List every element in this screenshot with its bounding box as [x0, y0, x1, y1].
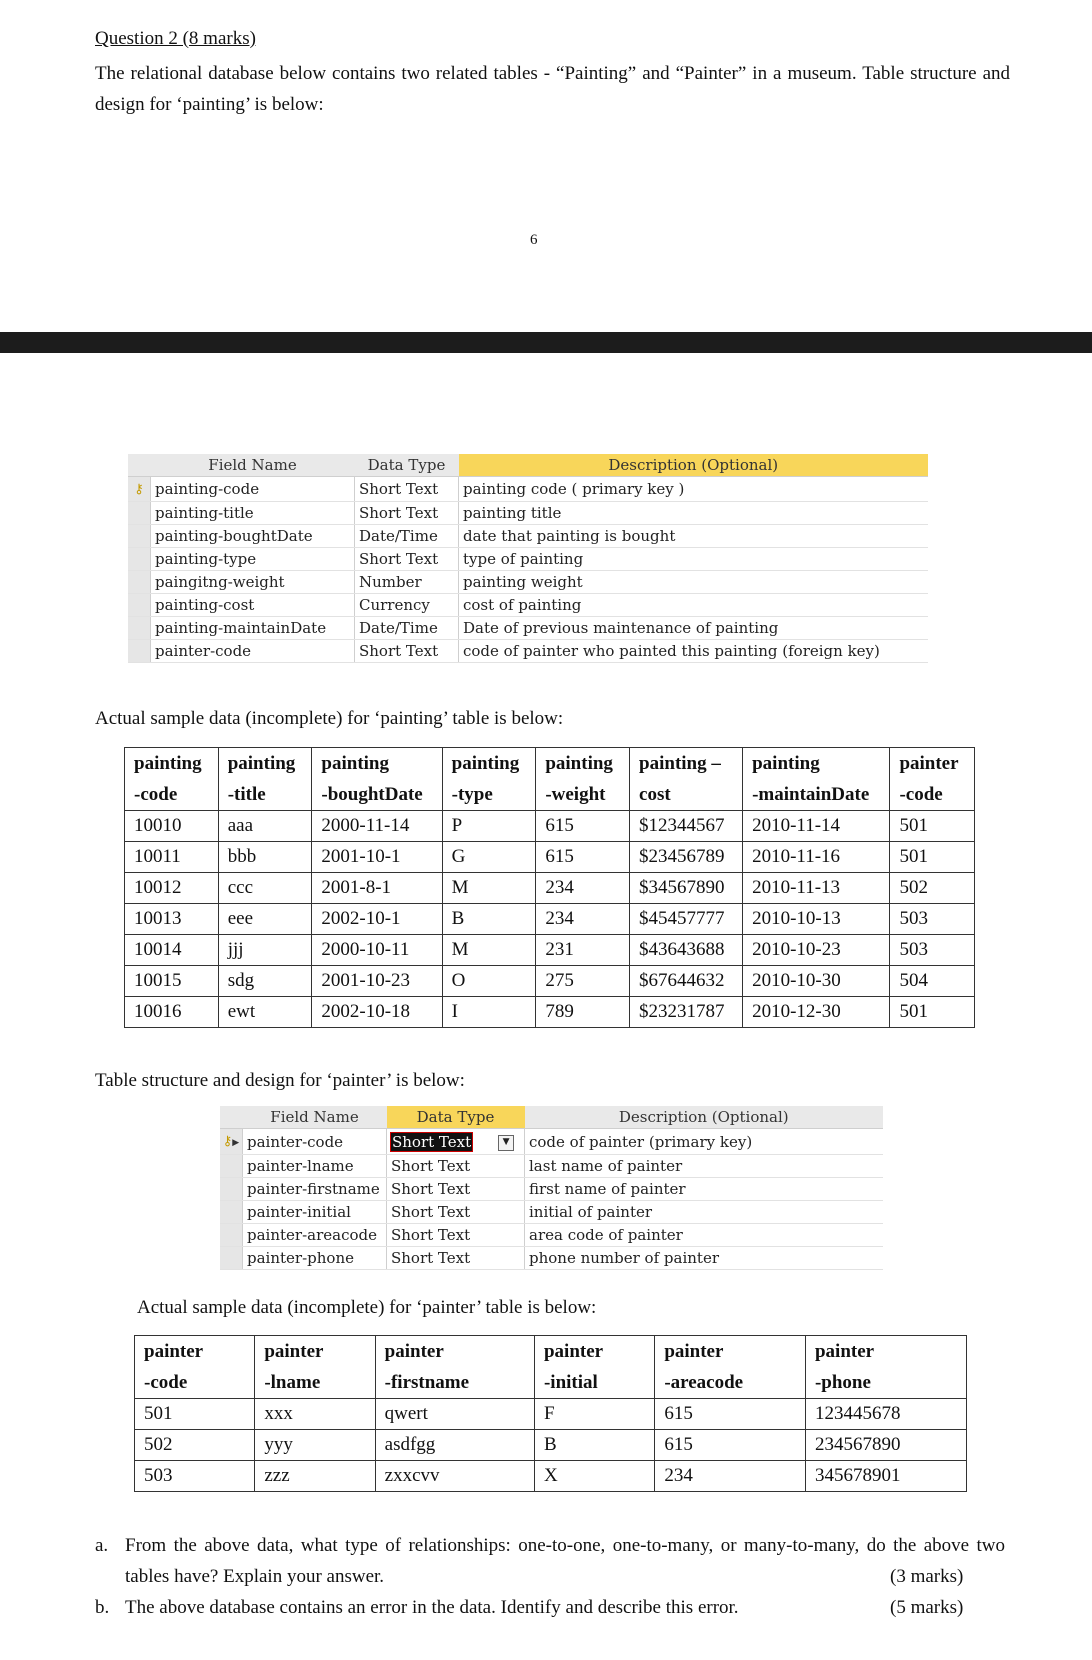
table-cell: 2010-10-23: [743, 935, 890, 966]
table-cell: 10012: [125, 873, 219, 904]
column-header-line-1: painting –: [639, 753, 721, 774]
column-header-line-2: -phone: [814, 1372, 871, 1393]
data-type-cell[interactable]: Short Text: [355, 502, 459, 525]
field-name-cell[interactable]: painter-lname: [243, 1155, 387, 1178]
table-cell: 2001-10-23: [312, 966, 442, 997]
painter-design-grid: [220, 1106, 883, 1270]
table-cell: 10014: [125, 935, 219, 966]
data-type-cell[interactable]: Currency: [355, 594, 459, 617]
field-name-cell[interactable]: painting-code: [151, 477, 355, 502]
description-cell[interactable]: type of painting: [459, 548, 929, 571]
table-cell: 615: [536, 842, 630, 873]
column-header-line-2: -areacode: [664, 1372, 744, 1393]
table-cell: 2010-10-30: [743, 966, 890, 997]
column-header-line-2: -lname: [264, 1372, 321, 1393]
field-name-cell[interactable]: painter-code: [151, 640, 355, 663]
table-row: [135, 1399, 967, 1430]
table-row: [135, 1430, 967, 1461]
design-row[interactable]: [128, 525, 928, 548]
column-header-data-type: Data Type: [355, 454, 459, 477]
question-a-marks: (3 marks): [890, 1566, 964, 1587]
current-row-arrow-icon: ▶: [232, 1138, 240, 1148]
design-row[interactable]: [128, 594, 928, 617]
design-row[interactable]: [220, 1155, 883, 1178]
description-cell[interactable]: initial of painter: [525, 1201, 884, 1224]
question-heading: Question 2 (8 marks): [95, 28, 256, 49]
data-type-cell[interactable]: Short Text: [387, 1178, 525, 1201]
data-type-cell[interactable]: Short Text: [355, 548, 459, 571]
table-cell: F: [534, 1399, 654, 1430]
question-intro: The relational database below contains two related tables - “Painting” and “Painter” in a museum. Table structure and design for ‘painting’ is below:: [95, 63, 1010, 115]
column-header-field-name: Field Name: [243, 1106, 387, 1129]
table-cell: 501: [890, 811, 975, 842]
table-cell: 10015: [125, 966, 219, 997]
question-a-label: a.: [95, 1535, 109, 1556]
table-cell: 234: [655, 1461, 806, 1492]
column-header: [805, 1336, 966, 1399]
data-type-cell[interactable]: Short Text: [355, 477, 459, 502]
description-cell[interactable]: date that painting is bought: [459, 525, 929, 548]
painter-design-caption: Table structure and design for ‘painter’ is below:: [95, 1070, 465, 1091]
field-name-cell[interactable]: painting-boughtDate: [151, 525, 355, 548]
table-cell: 503: [890, 904, 975, 935]
description-cell[interactable]: last name of painter: [525, 1155, 884, 1178]
column-header-line-2: -code: [144, 1372, 188, 1393]
design-row[interactable]: [220, 1178, 883, 1201]
table-cell: 2010-11-16: [743, 842, 890, 873]
painter-sample-table: [134, 1335, 967, 1492]
table-cell: 2002-10-18: [312, 997, 442, 1028]
row-selector-header: [220, 1106, 243, 1129]
table-cell: O: [442, 966, 536, 997]
design-row[interactable]: [220, 1247, 883, 1270]
table-cell: 504: [890, 966, 975, 997]
table-cell: ewt: [218, 997, 312, 1028]
table-cell: X: [534, 1461, 654, 1492]
table-cell: 2010-10-13: [743, 904, 890, 935]
table-cell: 615: [655, 1430, 806, 1461]
table-cell: zxxcvv: [375, 1461, 534, 1492]
description-cell[interactable]: painting title: [459, 502, 929, 525]
column-header: [655, 1336, 806, 1399]
table-cell: 345678901: [805, 1461, 966, 1492]
sub-questions: [95, 1530, 1015, 1650]
table-cell: M: [442, 935, 536, 966]
description-cell[interactable]: painting weight: [459, 571, 929, 594]
field-name-cell[interactable]: painting-type: [151, 548, 355, 571]
row-selector[interactable]: [220, 1224, 243, 1247]
field-name-cell[interactable]: painting-cost: [151, 594, 355, 617]
table-cell: 234567890: [805, 1430, 966, 1461]
page-number: 6: [530, 232, 538, 248]
primary-key-icon: ⚷: [222, 1134, 233, 1149]
column-header-line-1: painting: [752, 753, 820, 774]
description-cell[interactable]: area code of painter: [525, 1224, 884, 1247]
table-cell: 123445678: [805, 1399, 966, 1430]
table-cell: 789: [536, 997, 630, 1028]
column-header-description: Description (Optional): [459, 454, 929, 477]
design-row[interactable]: [128, 640, 928, 663]
question-a-text: From the above data, what type of relationships: one-to-one, one-to-many, or many-to-many, do the above two tables have? Explain your answer.: [125, 1535, 1005, 1587]
column-header-line-2: -maintainDate: [752, 784, 870, 805]
table-cell: P: [442, 811, 536, 842]
data-type-cell[interactable]: Date/Time: [355, 617, 459, 640]
painting-design-grid: [128, 454, 928, 663]
table-cell: 2010-11-13: [743, 873, 890, 904]
table-cell: 2002-10-1: [312, 904, 442, 935]
table-cell: 2010-12-30: [743, 997, 890, 1028]
table-cell: 2000-10-11: [312, 935, 442, 966]
column-header-line-2: -title: [227, 784, 266, 805]
table-cell: $45457777: [630, 904, 743, 935]
table-cell: 234: [536, 873, 630, 904]
column-header-line-1: painter: [384, 1341, 444, 1362]
row-selector[interactable]: [128, 477, 151, 502]
table-row: [125, 873, 975, 904]
column-header: [125, 748, 219, 811]
field-name-cell[interactable]: painting-title: [151, 502, 355, 525]
table-cell: qwert: [375, 1399, 534, 1430]
row-selector[interactable]: [128, 594, 151, 617]
table-cell: 10011: [125, 842, 219, 873]
table-cell: 615: [536, 811, 630, 842]
row-selector[interactable]: [220, 1155, 243, 1178]
column-header-line-1: painting: [321, 753, 389, 774]
table-cell: 2000-11-14: [312, 811, 442, 842]
column-header-line-2: -firstname: [384, 1372, 470, 1393]
data-type-cell[interactable]: Date/Time: [355, 525, 459, 548]
column-header: [218, 748, 312, 811]
row-selector[interactable]: [128, 502, 151, 525]
table-row: [125, 997, 975, 1028]
row-selector[interactable]: [220, 1247, 243, 1270]
table-row: [125, 842, 975, 873]
column-header-line-1: painter: [814, 1341, 875, 1362]
table-cell: zzz: [255, 1461, 375, 1492]
row-selector[interactable]: [128, 640, 151, 663]
data-type-cell[interactable]: Short Text: [387, 1224, 525, 1247]
column-header-line-1: painter: [144, 1341, 204, 1362]
primary-key-icon: ⚷: [134, 482, 144, 497]
column-header: [375, 1336, 534, 1399]
table-cell: 501: [135, 1399, 255, 1430]
column-header-line-2: cost: [639, 784, 671, 805]
column-header: [536, 748, 630, 811]
column-header: [442, 748, 536, 811]
column-header-line-1: painting: [545, 753, 613, 774]
column-header-line-2: -code: [899, 784, 943, 805]
design-row[interactable]: [128, 617, 928, 640]
description-cell[interactable]: phone number of painter: [525, 1247, 884, 1270]
column-header-line-1: painting: [134, 753, 202, 774]
question-b-label: b.: [95, 1597, 110, 1618]
field-name-cell[interactable]: painter-firstname: [243, 1178, 387, 1201]
table-cell: 503: [135, 1461, 255, 1492]
page-divider-bar: [0, 332, 1092, 353]
data-type-cell[interactable]: Short Text: [387, 1155, 525, 1178]
data-type-cell[interactable]: [387, 1129, 525, 1155]
table-cell: 10010: [125, 811, 219, 842]
table-cell: 10013: [125, 904, 219, 935]
table-cell: $23456789: [630, 842, 743, 873]
data-type-cell[interactable]: Short Text: [355, 640, 459, 663]
design-row[interactable]: [220, 1129, 883, 1155]
design-row[interactable]: [128, 548, 928, 571]
table-cell: G: [442, 842, 536, 873]
table-row: [125, 811, 975, 842]
table-cell: 502: [135, 1430, 255, 1461]
table-cell: 231: [536, 935, 630, 966]
field-name-cell[interactable]: painter-initial: [243, 1201, 387, 1224]
table-cell: B: [442, 904, 536, 935]
design-row[interactable]: [220, 1224, 883, 1247]
table-row: [125, 935, 975, 966]
table-cell: 615: [655, 1399, 806, 1430]
table-cell: xxx: [255, 1399, 375, 1430]
question-b-text: The above database contains an error in the data. Identify and describe this error.: [125, 1597, 739, 1618]
row-selector[interactable]: [128, 525, 151, 548]
row-selector[interactable]: [220, 1178, 243, 1201]
table-cell: 234: [536, 904, 630, 935]
table-cell: 501: [890, 842, 975, 873]
field-name-cell[interactable]: paingitng-weight: [151, 571, 355, 594]
table-cell: jjj: [218, 935, 312, 966]
table-row: [125, 966, 975, 997]
description-cell[interactable]: code of painter (primary key): [525, 1129, 884, 1155]
column-header: [890, 748, 975, 811]
table-cell: $67644632: [630, 966, 743, 997]
column-header-line-2: -code: [134, 784, 178, 805]
table-row: [135, 1461, 967, 1492]
question-b-marks: (5 marks): [890, 1597, 964, 1618]
field-name-cell[interactable]: painter-phone: [243, 1247, 387, 1270]
table-cell: 275: [536, 966, 630, 997]
column-header-line-1: painting: [451, 753, 520, 774]
chevron-down-icon[interactable]: ▼: [498, 1135, 514, 1151]
design-row[interactable]: [128, 477, 928, 502]
table-cell: 503: [890, 935, 975, 966]
painter-sample-caption: Actual sample data (incomplete) for ‘painter’ table is below:: [137, 1297, 597, 1318]
table-cell: bbb: [218, 842, 312, 873]
table-cell: 2010-11-14: [743, 811, 890, 842]
column-header: [255, 1336, 375, 1399]
column-header: [312, 748, 442, 811]
table-row: [125, 904, 975, 935]
field-name-cell[interactable]: painter-code: [243, 1129, 387, 1155]
column-header-line-1: painting: [227, 753, 296, 774]
description-cell[interactable]: cost of painting: [459, 594, 929, 617]
column-header-line-2: -initial: [543, 1372, 598, 1393]
column-header-data-type: Data Type: [387, 1106, 525, 1129]
table-cell: ccc: [218, 873, 312, 904]
data-type-cell[interactable]: Short Text: [387, 1247, 525, 1270]
column-header: [630, 748, 743, 811]
column-header-line-1: painter: [664, 1341, 724, 1362]
table-cell: 10016: [125, 997, 219, 1028]
table-cell: I: [442, 997, 536, 1028]
table-cell: eee: [218, 904, 312, 935]
description-cell[interactable]: first name of painter: [525, 1178, 884, 1201]
table-cell: yyy: [255, 1430, 375, 1461]
table-cell: $43643688: [630, 935, 743, 966]
table-cell: $23231787: [630, 997, 743, 1028]
table-cell: 2001-10-1: [312, 842, 442, 873]
column-header-line-1: painter: [899, 753, 959, 774]
column-header: [135, 1336, 255, 1399]
row-selector[interactable]: [128, 548, 151, 571]
column-header-field-name: Field Name: [151, 454, 355, 477]
painting-sample-table: [124, 747, 975, 1028]
table-cell: 501: [890, 997, 975, 1028]
data-type-selected-text: Short Text: [392, 1132, 472, 1151]
table-cell: B: [534, 1430, 654, 1461]
field-name-cell[interactable]: painter-areacode: [243, 1224, 387, 1247]
column-header: [534, 1336, 654, 1399]
painting-sample-caption: Actual sample data (incomplete) for ‘painting’ table is below:: [95, 708, 564, 729]
table-cell: $34567890: [630, 873, 743, 904]
table-cell: M: [442, 873, 536, 904]
column-header-line-2: -weight: [545, 784, 606, 805]
description-cell[interactable]: Date of previous maintenance of painting: [459, 617, 929, 640]
row-selector[interactable]: [220, 1129, 243, 1155]
data-type-cell[interactable]: Short Text: [387, 1201, 525, 1224]
field-name-cell[interactable]: painting-maintainDate: [151, 617, 355, 640]
description-cell[interactable]: code of painter who painted this painting (foreign key): [459, 640, 929, 663]
data-type-cell[interactable]: Number: [355, 571, 459, 594]
column-header-line-1: painter: [543, 1341, 604, 1362]
column-header-line-2: -boughtDate: [321, 784, 423, 805]
design-row[interactable]: [220, 1201, 883, 1224]
design-row[interactable]: [128, 571, 928, 594]
table-cell: 502: [890, 873, 975, 904]
column-header: [743, 748, 890, 811]
row-selector-header: [128, 454, 151, 477]
table-cell: 2001-8-1: [312, 873, 442, 904]
row-selector[interactable]: [220, 1201, 243, 1224]
column-header-description: Description (Optional): [525, 1106, 884, 1129]
table-cell: aaa: [218, 811, 312, 842]
row-selector[interactable]: [128, 571, 151, 594]
table-cell: $12344567: [630, 811, 743, 842]
column-header-line-2: -type: [451, 784, 493, 805]
column-header-line-1: painter: [264, 1341, 324, 1362]
row-selector[interactable]: [128, 617, 151, 640]
design-row[interactable]: [128, 502, 928, 525]
description-cell[interactable]: painting code ( primary key ): [459, 477, 929, 502]
table-cell: sdg: [218, 966, 312, 997]
table-cell: asdfgg: [375, 1430, 534, 1461]
